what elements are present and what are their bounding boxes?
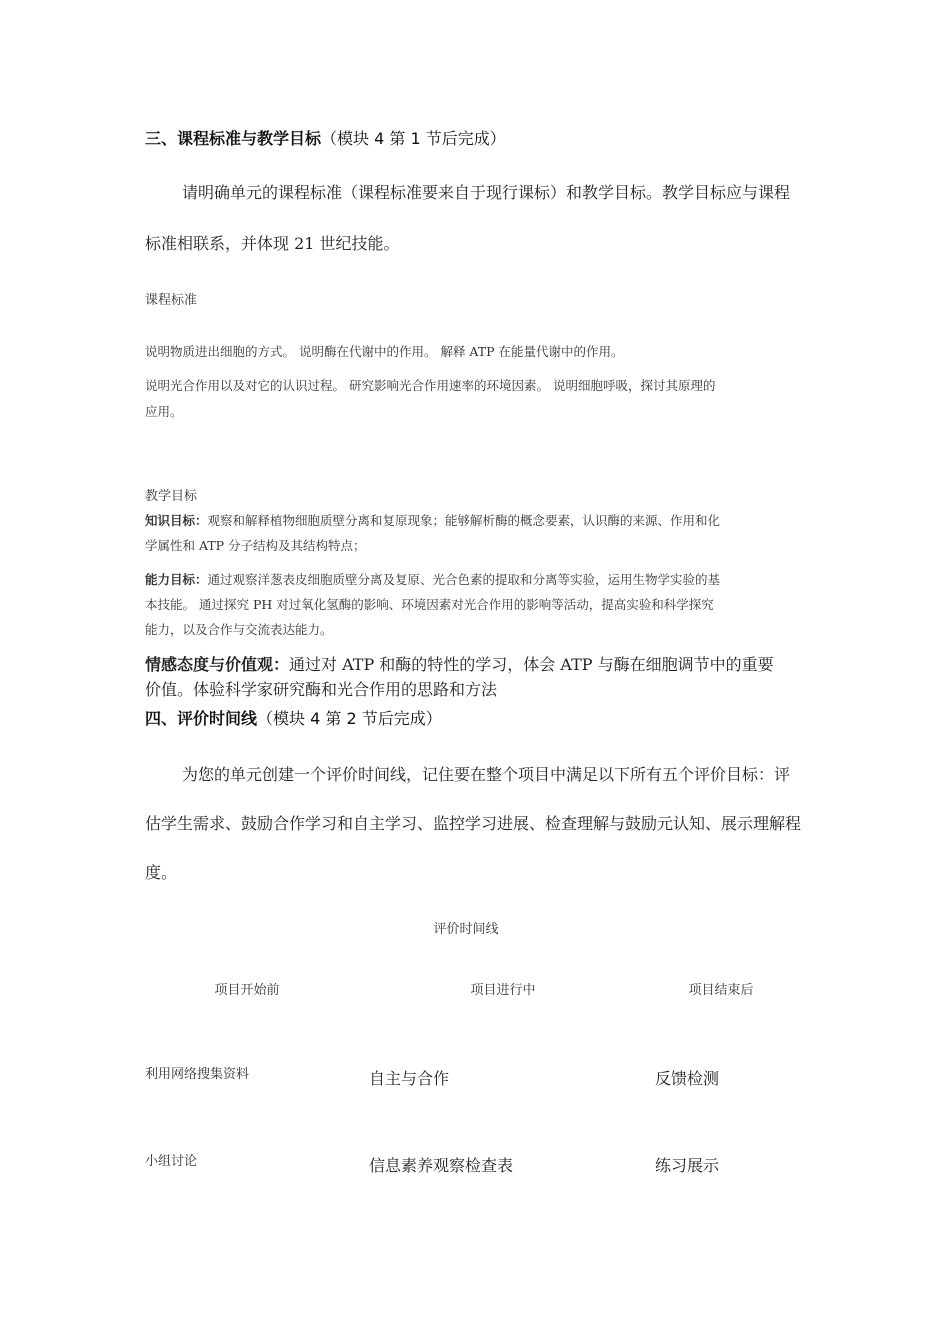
ability-line3: 能力，以及合作与交流表达能力。 <box>145 622 333 637</box>
section4-intro-line3: 度。 <box>145 863 178 882</box>
section4-heading-note: （模块 4 第 2 节后完成） <box>257 709 442 728</box>
timeline-cell: 练习展示 <box>655 1156 720 1175</box>
section3-intro-line2: 标准相联系，并体现 21 世纪技能。 <box>145 234 400 253</box>
standards-line1: 说明物质进出细胞的方式。 说明酶在代谢中的作用。 解释 ATP 在能量代谢中的作用。 <box>145 344 624 359</box>
knowledge-label: 知识目标： <box>145 513 208 528</box>
standards-line2: 说明光合作用以及对它的认识过程。 研究影响光合作用速率的环境因素。 说明细胞呼吸，探讨其原理的 <box>145 378 716 393</box>
timeline-column-header: 项目开始前 <box>214 983 280 998</box>
timeline-title: 评价时间线 <box>433 922 499 937</box>
ability-text: 通过观察洋葱表皮细胞质壁分离及复原、光合色素的提取和分离等实验，运用生物学实验的基 <box>207 572 721 587</box>
ability-line1 <box>145 570 720 588</box>
section3-intro-line1: 请明确单元的课程标准（课程标准要来自于现行课标）和教学目标。教学目标应与课程 <box>182 183 791 202</box>
knowledge-line1 <box>145 511 720 529</box>
section3-heading-note: （模块 4 第 1 节后完成） <box>321 129 506 148</box>
section4-heading-title: 四、评价时间线 <box>145 709 258 728</box>
attitude-text: 通过对 ATP 和酶的特性的学习，体会 ATP 与酶在细胞调节中的重要 <box>289 655 774 674</box>
section3-heading <box>145 126 506 149</box>
attitude-line2: 价值。体验科学家研究酶和光合作用的思路和方法 <box>145 680 498 699</box>
timeline-cell: 利用网络搜集资料 <box>145 1067 250 1082</box>
timeline-cell: 小组讨论 <box>145 1154 198 1169</box>
timeline-cell: 反馈检测 <box>655 1069 720 1088</box>
ability-line2: 本技能。 通过探究 PH 对过氧化氢酶的影响、环境因素对光合作用的影响等活动，提高实验和科学探究 <box>145 597 714 612</box>
timeline-cell: 自主与合作 <box>369 1069 450 1088</box>
attitude-line1 <box>145 652 774 675</box>
ability-label: 能力目标： <box>145 572 208 587</box>
objectives-label: 教学目标 <box>145 489 198 504</box>
timeline-column-header: 项目进行中 <box>470 983 536 998</box>
timeline-column-header: 项目结束后 <box>688 983 754 998</box>
section4-heading <box>145 706 442 729</box>
standards-line3: 应用。 <box>145 404 183 419</box>
knowledge-line2: 学属性和 ATP 分子结构及其结构特点； <box>145 538 366 553</box>
section3-heading-title: 三、课程标准与教学目标 <box>145 129 322 148</box>
section4-intro-line1: 为您的单元创建一个评价时间线，记住要在整个项目中满足以下所有五个评价目标：评 <box>182 765 791 784</box>
section4-intro-line2: 估学生需求、鼓励合作学习和自主学习、监控学习进展、检查理解与鼓励元认知、展示理解程 <box>145 814 802 833</box>
timeline-cell: 信息素养观察检查表 <box>369 1156 514 1175</box>
attitude-label: 情感态度与价值观： <box>145 655 290 674</box>
knowledge-text: 观察和解释植物细胞质壁分离和复原现象；能够解析酶的概念要素，认识酶的来源、作用和化 <box>207 513 721 528</box>
standards-label: 课程标准 <box>145 293 198 308</box>
